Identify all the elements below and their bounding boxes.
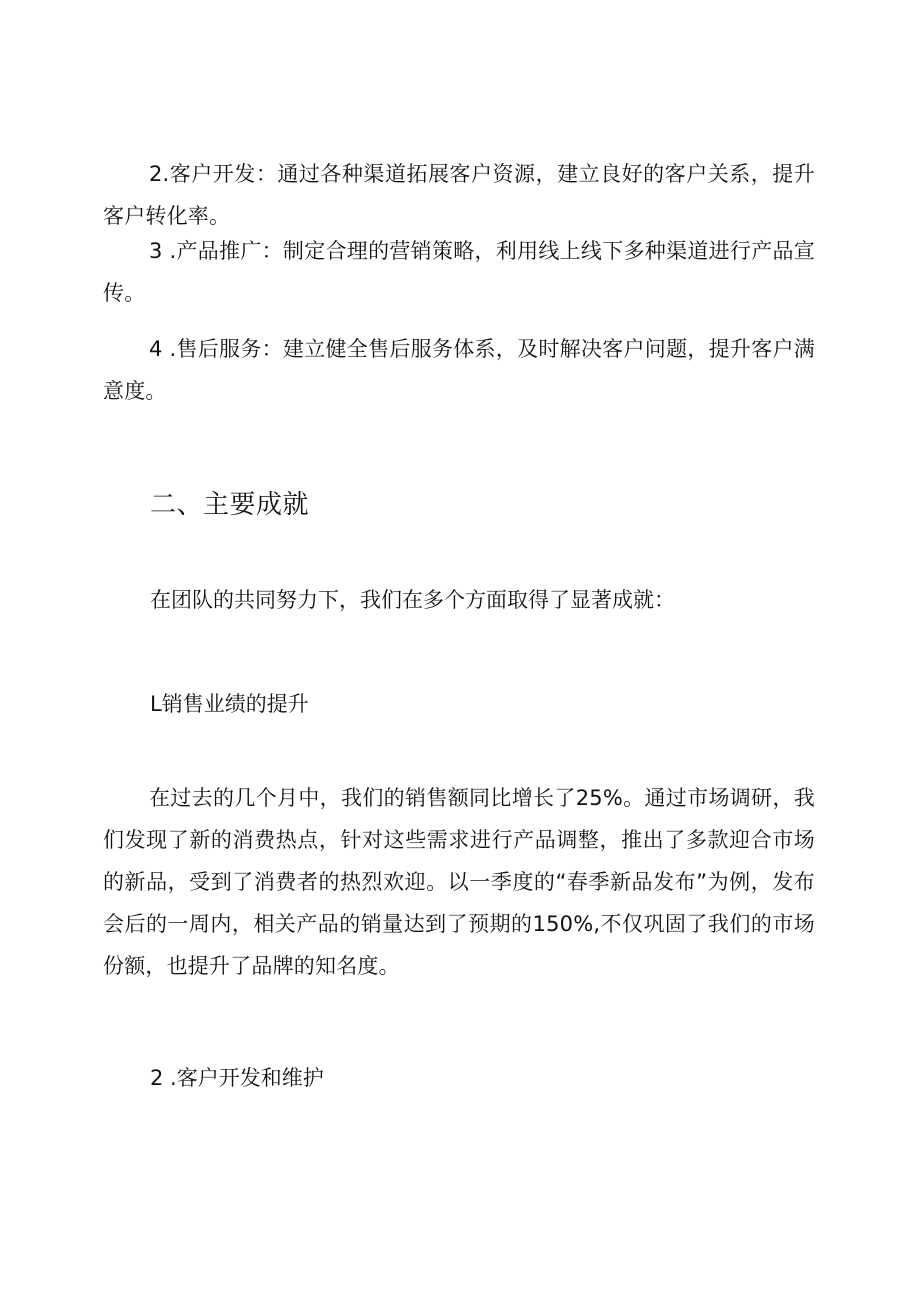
list-item-customer-development: 2.客户开发：通过各种渠道拓展客户资源，建立良好的客户关系，提升客户转化率。 — [103, 162, 815, 228]
list-item-after-sales-service: 4 .售后服务：建立健全售后服务体系，及时解决客户问题，提升客户满意度。 — [103, 337, 815, 403]
section-intro: 在团队的共同努力下，我们在多个方面取得了显著成就： — [150, 588, 675, 612]
subsection-body-sales-performance: 在过去的几个月中，我们的销售额同比增长了25%。通过市场调研，我们发现了新的消费热点，针对这些需求进行产品调整，推出了多款迎合市场的新品，受到了消费者的热烈欢迎。以一季度的“春季新品发布”为例，发布会后的一周内，相关产品的销量达到了预期的150%,不仅巩固了我们的市场份额，也提升了品牌的知名度。 — [103, 786, 815, 978]
subsection-title-customer-development: 2 .客户开发和维护 — [150, 1066, 324, 1090]
section-heading-main-achievements: 二、主要成就 — [150, 490, 310, 520]
list-item-product-promotion: 3 .产品推广：制定合理的营销策略，利用线上线下多种渠道进行产品宣传。 — [103, 239, 815, 305]
subsection-title-sales-performance: L销售业绩的提升 — [150, 692, 309, 716]
